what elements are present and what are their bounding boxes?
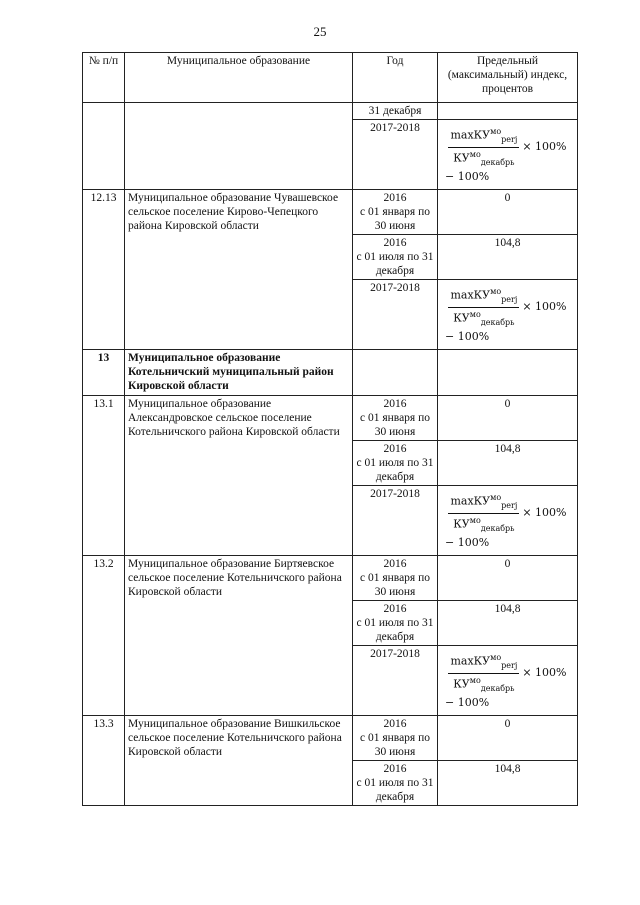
- year-cell: 31 декабря: [353, 103, 438, 120]
- year-cell: 2016 с 01 января по 30 июня: [353, 716, 438, 761]
- index-value: 104,8: [438, 761, 578, 806]
- row-number: 13.1: [83, 396, 125, 556]
- index-value: 0: [438, 556, 578, 601]
- formula-fraction: $\frac{\max КУ^{мо}_{perj}}{КУ^{мо}_{декабрь}}$: [450, 287, 518, 327]
- index-cell: [438, 120, 578, 190]
- year-cell: 2016 с 01 января по 30 июня: [353, 396, 438, 441]
- table-row: [83, 716, 578, 761]
- table-row: [83, 556, 578, 601]
- index-value: 0: [438, 396, 578, 441]
- header-municipality: Муниципальное образование: [125, 53, 353, 103]
- row-number: 12.13: [83, 190, 125, 350]
- row-number: 13.2: [83, 556, 125, 716]
- index-value: 0: [438, 716, 578, 761]
- index-value: 104,8: [438, 441, 578, 486]
- year-cell: 2016 с 01 июля по 31 декабря: [353, 235, 438, 280]
- formula-minus: − 100%: [445, 329, 490, 343]
- table-row: [83, 350, 578, 396]
- index-cell: [438, 646, 578, 716]
- year-cell: 2016 с 01 июля по 31 декабря: [353, 441, 438, 486]
- index-cell: [438, 280, 578, 350]
- index-value: 104,8: [438, 235, 578, 280]
- table-row: [83, 103, 578, 120]
- index-formula: $\frac{\max КУ^{мо}_{perj}}{КУ^{мо}_{декабрь}}$ × 100%: [441, 281, 574, 330]
- header-index: Предельный (максимальный) индекс, процентов: [438, 53, 578, 103]
- table-row: [83, 396, 578, 441]
- year-cell: 2016 с 01 июля по 31 декабря: [353, 601, 438, 646]
- page-number: 25: [313, 24, 327, 39]
- formula-minus: − 100%: [445, 695, 490, 709]
- year-cell: 2017-2018: [353, 280, 438, 350]
- index-formula: $\frac{\max КУ^{мо}_{perj}}{КУ^{мо}_{декабрь}}$ × 100%: [441, 121, 574, 170]
- year-cell: 2016 с 01 июля по 31 декабря: [353, 761, 438, 806]
- municipality-name: Муниципальное образование Биртяевское сельское поселение Котельничского района Кировской области: [125, 556, 353, 716]
- index-value: 104,8: [438, 601, 578, 646]
- formula-fraction: $\frac{\max КУ^{мо}_{perj}}{КУ^{мо}_{декабрь}}$: [450, 493, 518, 533]
- index-value: 0: [438, 190, 578, 235]
- row-number: 13: [83, 350, 125, 396]
- index-table: [82, 52, 578, 806]
- row-number: 13.3: [83, 716, 125, 806]
- index-formula: $\frac{\max КУ^{мо}_{perj}}{КУ^{мо}_{декабрь}}$ × 100%: [441, 487, 574, 536]
- formula-minus: − 100%: [445, 169, 490, 183]
- municipality-name: Муниципальное образование Вишкильское сельское поселение Котельничского района Кировской области: [125, 716, 353, 806]
- year-cell: 2016 с 01 января по 30 июня: [353, 190, 438, 235]
- index-cell: [438, 486, 578, 556]
- municipality-name: Муниципальное образование Александровское сельское поселение Котельничского района Кировской области: [125, 396, 353, 556]
- formula-minus: − 100%: [445, 535, 490, 549]
- municipality-name: Муниципальное образование Чувашевское сельское поселение Кирово-Чепецкого района Кировской области: [125, 190, 353, 350]
- header-num: № п/п: [83, 53, 125, 103]
- header-row: [83, 53, 578, 103]
- year-cell: 2017-2018: [353, 486, 438, 556]
- year-cell: 2016 с 01 января по 30 июня: [353, 556, 438, 601]
- formula-fraction: $\frac{\max КУ^{мо}_{perj}}{КУ^{мо}_{декабрь}}$: [450, 653, 518, 693]
- table-row: [83, 190, 578, 235]
- year-cell: 2017-2018: [353, 120, 438, 190]
- index-formula: $\frac{\max КУ^{мо}_{perj}}{КУ^{мо}_{декабрь}}$ × 100%: [441, 647, 574, 696]
- year-cell: 2017-2018: [353, 646, 438, 716]
- header-year: Год: [353, 53, 438, 103]
- municipality-name: Муниципальное образование Котельничский муниципальный район Кировской области: [125, 350, 353, 396]
- formula-fraction: $\frac{\max КУ^{мо}_{perj}}{КУ^{мо}_{декабрь}}$: [450, 127, 518, 167]
